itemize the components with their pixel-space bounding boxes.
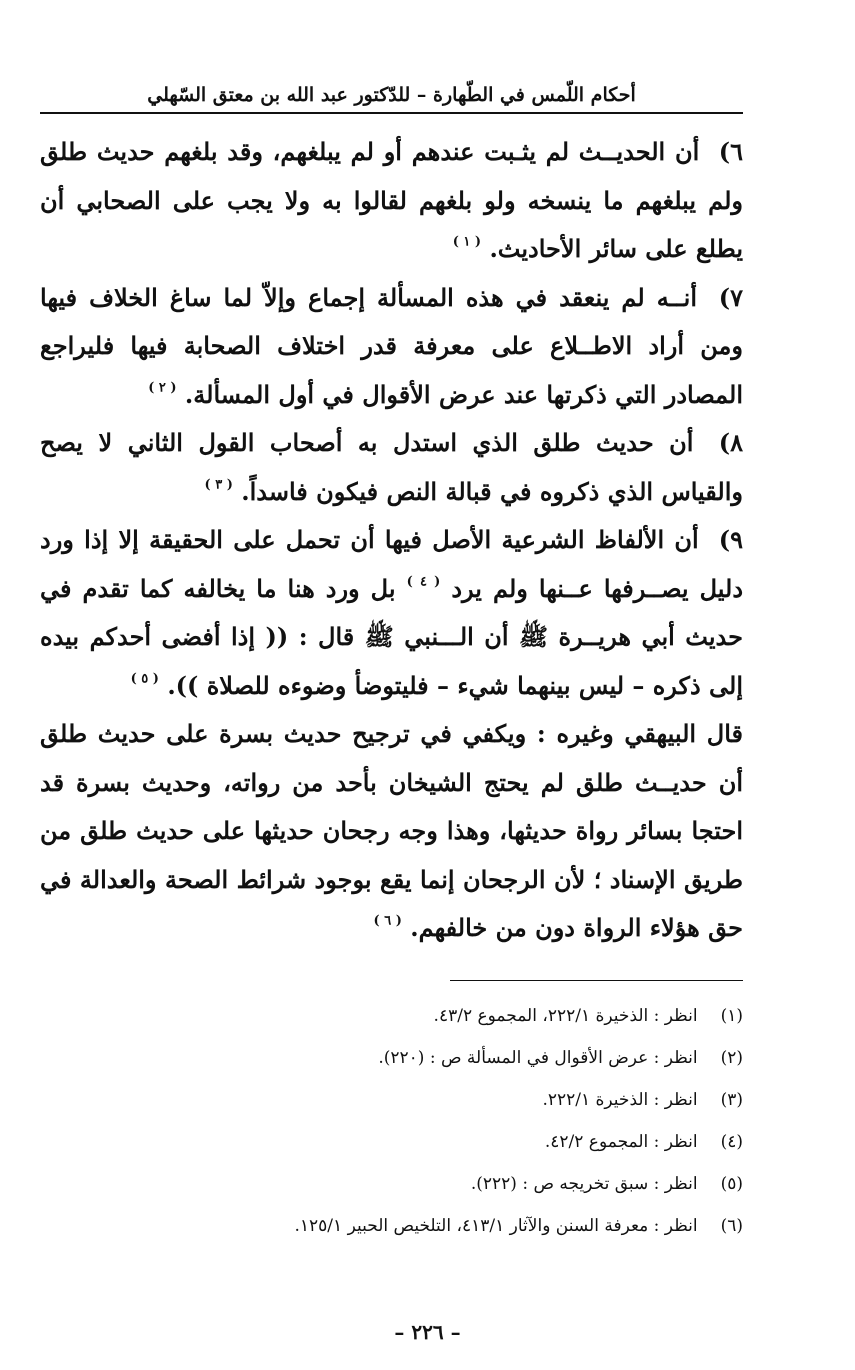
- footnote-number: (٣): [720, 1090, 743, 1110]
- list-item: [40, 128, 743, 274]
- item-text: بل ورد هنا ما يخالفه كما تقدم في حديث أبي هريــرة ﷺ أن الـــنبي ﷺ قال : (( إذا أفضى أحدكم بيده إلى ذكره – ليس بينهما شيء – فليتوضأ وضوءه للصلاة )).: [40, 573, 743, 700]
- list-item: [40, 516, 743, 710]
- footnote-ref: ( ٣ ): [204, 476, 233, 492]
- item-number: ٨): [718, 428, 743, 457]
- paragraph-text: قال البيهقي وغيره : ويكفي في ترجيح حديث بسرة على حديث طلق أن حديــث طلق لم يحتج الشيخان بأحد من رواته، وحديث بسرة قد احتجا بسائر رواة حديثها، وهذا وجه رجحان حديثها على حديث طلق من طريق الإسناد ؛ لأن الرجحان إنما يقع بوجود شرائط الصحة والعدالة في حق هؤلاء الرواة دون من خالفهم.: [40, 719, 743, 942]
- main-text: [40, 128, 743, 953]
- item-number: ٩): [718, 525, 743, 554]
- footnote: [40, 1121, 743, 1163]
- item-number: ٧): [718, 282, 743, 312]
- item-number: ٦): [718, 137, 744, 166]
- item-text: أن الألفاظ الشرعية الأصل فيها أن تحمل على الحقيقة إلا إذا ورد دليل يصــرفها عــنها ولم يرد: [40, 525, 744, 603]
- item-text: أن حديث طلق الذي استدل به أصحاب القول الثاني لا يصح والقياس الذي ذكروه في قبالة النص فيكون فاسداً.: [40, 428, 743, 506]
- page-number: – ٢٢٦ –: [394, 1320, 461, 1344]
- footnote-text: انظر : سبق تخريجه ص : (٢٢٢).: [470, 1174, 698, 1194]
- footnote-number: (٦): [720, 1216, 743, 1236]
- footnote-number: (١): [720, 1006, 743, 1026]
- list-item: [40, 274, 743, 420]
- footnote: [40, 1079, 743, 1121]
- footnote-text: انظر : المجموع ٤٢/٢.: [544, 1132, 698, 1152]
- list-item: [40, 419, 743, 516]
- footnote: [40, 1163, 743, 1205]
- footnote: [40, 1037, 743, 1079]
- closing-paragraph: [40, 710, 743, 953]
- running-header: [40, 84, 743, 114]
- footnote-ref: ( ٦ ): [373, 913, 402, 929]
- footnotes: [40, 995, 743, 1247]
- item-text: أنــه لم ينعقد في هذه المسألة إجماع وإلاّ لما ساغ الخلاف فيها ومن أراد الاطــلاع على معرفة قدر اختلاف الصحابة فيها فليراجع المصادر التي ذكرتها عند عرض الأقوال في أول المسألة.: [40, 282, 743, 409]
- footnote-ref: ( ٥ ): [130, 670, 159, 686]
- footnote-ref: ( ١ ): [452, 234, 482, 250]
- footnote-number: (٥): [720, 1174, 743, 1194]
- header-title: أحكام اللّمس في الطّهارة – للدّكتور عبد الله بن معتق السّهلي: [147, 84, 636, 106]
- footnote-separator: [450, 980, 743, 981]
- footnote: [40, 995, 743, 1037]
- footnote-text: انظر : الذخيرة ٢٢٢/١.: [542, 1090, 698, 1110]
- footnote-number: (٤): [720, 1132, 743, 1152]
- footnote-ref: ( ٤ ): [406, 573, 441, 589]
- footnote: [40, 1205, 743, 1247]
- footnote-text: انظر : معرفة السنن والآثار ٤١٣/١، التلخيص الحبير ١٢٥/١.: [294, 1216, 698, 1236]
- footnote-text: انظر : الذخيرة ٢٢٢/١، المجموع ٤٣/٢.: [433, 1006, 698, 1026]
- item-text: أن الحديــث لم يثـبت عندهم أو لم يبلغهم، وقد بلغهم حديث طلق ولم يبلغهم ما ينسخه ولو بلغهم لقالوا به ولا يجب على الصحابي أن يطلع على سائر الأحاديث.: [40, 137, 743, 263]
- footnote-ref: ( ٢ ): [148, 379, 177, 395]
- footnote-number: (٢): [720, 1048, 743, 1068]
- footnote-text: انظر : عرض الأقوال في المسألة ص : (٢٢٠).: [378, 1048, 698, 1068]
